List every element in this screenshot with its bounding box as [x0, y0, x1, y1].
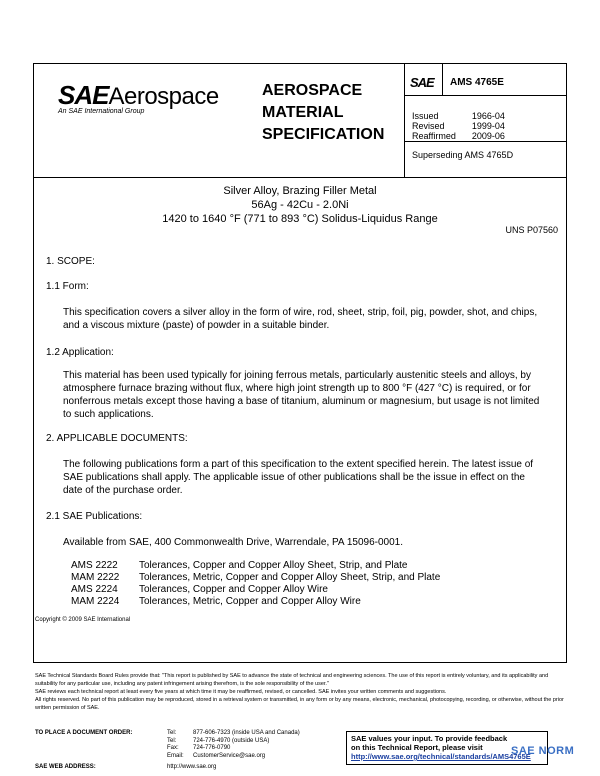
- feedback-link[interactable]: http://www.sae.org/technical/standards/AMS4765E: [351, 752, 531, 761]
- contact-label: Fax:: [167, 745, 179, 751]
- legal-notice: [35, 672, 567, 712]
- doc-type-line-3: SPECIFICATION: [262, 126, 385, 143]
- web-address: [35, 764, 216, 770]
- feedback-line-1: SAE values your input. To provide feedback: [351, 734, 508, 743]
- title-line-3: 1420 to 1640 °F (771 to 893 °C) Solidus-Liquidus Range: [162, 213, 438, 225]
- section-2-heading: 2. APPLICABLE DOCUMENTS:: [46, 433, 188, 444]
- date-value: 1966-04: [471, 111, 505, 121]
- doc-type-line-1: AEROSPACE: [262, 82, 363, 99]
- header-divider: [33, 177, 567, 178]
- date-row-reaffirmed: [412, 131, 505, 141]
- web-link[interactable]: http://www.sae.org: [167, 764, 217, 770]
- email-link[interactable]: CustomerService@sae.org: [193, 752, 266, 759]
- section-1-2-heading: 1.2 Application:: [46, 347, 114, 358]
- reference-code: AMS 2224: [71, 584, 118, 595]
- date-value: 1999-04: [471, 121, 505, 131]
- reference-title: Tolerances, Metric, Copper and Copper Alloy Wire: [139, 596, 361, 607]
- reference-code: MAM 2224: [71, 596, 120, 607]
- copyright-notice: Copyright © 2009 SAE International: [35, 617, 131, 623]
- watermark-logo: SAE NORM: [511, 745, 575, 757]
- reference-row: [71, 584, 440, 596]
- doc-type-line-2: MATERIAL: [262, 104, 344, 121]
- date-label: Reaffirmed: [412, 131, 456, 141]
- reference-title: Tolerances, Copper and Copper Alloy Wire: [139, 584, 328, 595]
- logo-brand: SAE: [58, 80, 109, 110]
- date-row-revised: [412, 121, 505, 131]
- logo-tagline: An SAE International Group: [58, 108, 145, 115]
- date-label: Revised: [412, 121, 445, 131]
- reference-row: [71, 572, 440, 584]
- document-title: [33, 184, 567, 226]
- section-1-1-heading: 1.1 Form:: [46, 281, 89, 292]
- section-1-heading: 1. SCOPE:: [46, 256, 95, 267]
- uns-number: UNS P07560: [505, 225, 558, 235]
- contact-label: Email:: [167, 752, 184, 759]
- superseding-divider: [404, 141, 567, 142]
- section-2-1-text: Available from SAE, 400 Commonwealth Drive, Warrendale, PA 15096-0001.: [63, 537, 403, 548]
- reference-row: [71, 560, 440, 572]
- legal-paragraph-1: SAE Technical Standards Board Rules provide that: "This report is published by SAE to advance the state of technical and engineering sciences. The use of this report is entirely voluntary, and its applicability and suitability for any particular use, including any patent infringement arising therefrom, is the sole responsibility of the user.": [35, 673, 549, 687]
- date-label: Issued: [412, 111, 439, 121]
- document-dates: [412, 111, 505, 141]
- reference-list: [71, 560, 440, 608]
- reference-code: MAM 2222: [71, 572, 120, 583]
- contact-value: 877-606-7323 (inside USA and Canada): [193, 730, 300, 736]
- reference-title: Tolerances, Copper and Copper Alloy Sheet, Strip, and Plate: [139, 560, 408, 571]
- section-1-2-text: This material has been used typically for joining ferrous metals, particularly austenitic steels and alloys, by atmosphere furnace brazing without flux, where high joint strength up to 800 °F (427 °C) is required, or for nonferrous metals except those having a base of titanium, aluminum or magnesium, but usage is not limited to such applications.: [63, 370, 540, 420]
- date-row-issued: [412, 111, 505, 121]
- contact-value: 724-776-4970 (outside USA): [193, 737, 270, 744]
- section-1-1-text: This specification covers a silver alloy in the form of wire, rod, sheet, strip, foil, pig, powder, shot, and chips, and a viscous mixture (paste) of powder in a suitable binder.: [63, 307, 538, 331]
- feedback-line-2: on this Technical Report, please visit: [351, 743, 483, 752]
- order-label: TO PLACE A DOCUMENT ORDER:: [35, 730, 133, 736]
- sae-aerospace-logo: [58, 82, 219, 110]
- web-label: SAE WEB ADDRESS:: [35, 764, 96, 770]
- superseding: Superseding AMS 4765D: [412, 150, 514, 160]
- logo-product: Aerospace: [108, 83, 219, 110]
- contact-label: Tel:: [167, 737, 177, 744]
- contact-label: Tel:: [167, 730, 177, 736]
- title-line-2: 56Ag - 42Cu - 2.0Ni: [251, 199, 349, 211]
- reference-code: AMS 2222: [71, 560, 118, 571]
- title-line-1: Silver Alloy, Brazing Filler Metal: [223, 185, 377, 197]
- header-column-divider: [404, 63, 405, 177]
- reference-title: Tolerances, Metric, Copper and Copper Alloy Sheet, Strip, and Plate: [139, 572, 441, 583]
- section-2-text: The following publications form a part of this specification to the extent specified herein. The latest issue of SAE publications shall apply. The applicable issue of other publications shall be the issue in effect on the date of the purchase order.: [63, 459, 534, 496]
- order-contacts: [35, 730, 300, 760]
- sae-mark: SAE: [410, 75, 434, 90]
- section-2-1-heading: 2.1 SAE Publications:: [46, 511, 143, 522]
- date-value: 2009-06: [471, 131, 505, 141]
- legal-paragraph-2: SAE reviews each technical report at least every five years at which time it may be reaffirmed, revised, or cancelled. SAE invites your written comments and suggestions.: [35, 689, 447, 695]
- document-number: AMS 4765E: [450, 77, 504, 88]
- reference-row: [71, 596, 440, 608]
- sae-mark-divider: [442, 63, 443, 95]
- legal-paragraph-3: All rights reserved. No part of this publication may be reproduced, stored in a retrieval system or transmitted, in any form or by any means, electronic, mechanical, photocopying, recording, or otherwise, without the prior written permission of SAE.: [35, 697, 564, 711]
- document-type: [262, 80, 384, 146]
- doc-number-divider: [404, 95, 567, 96]
- contact-value: 724-776-0790: [193, 745, 231, 751]
